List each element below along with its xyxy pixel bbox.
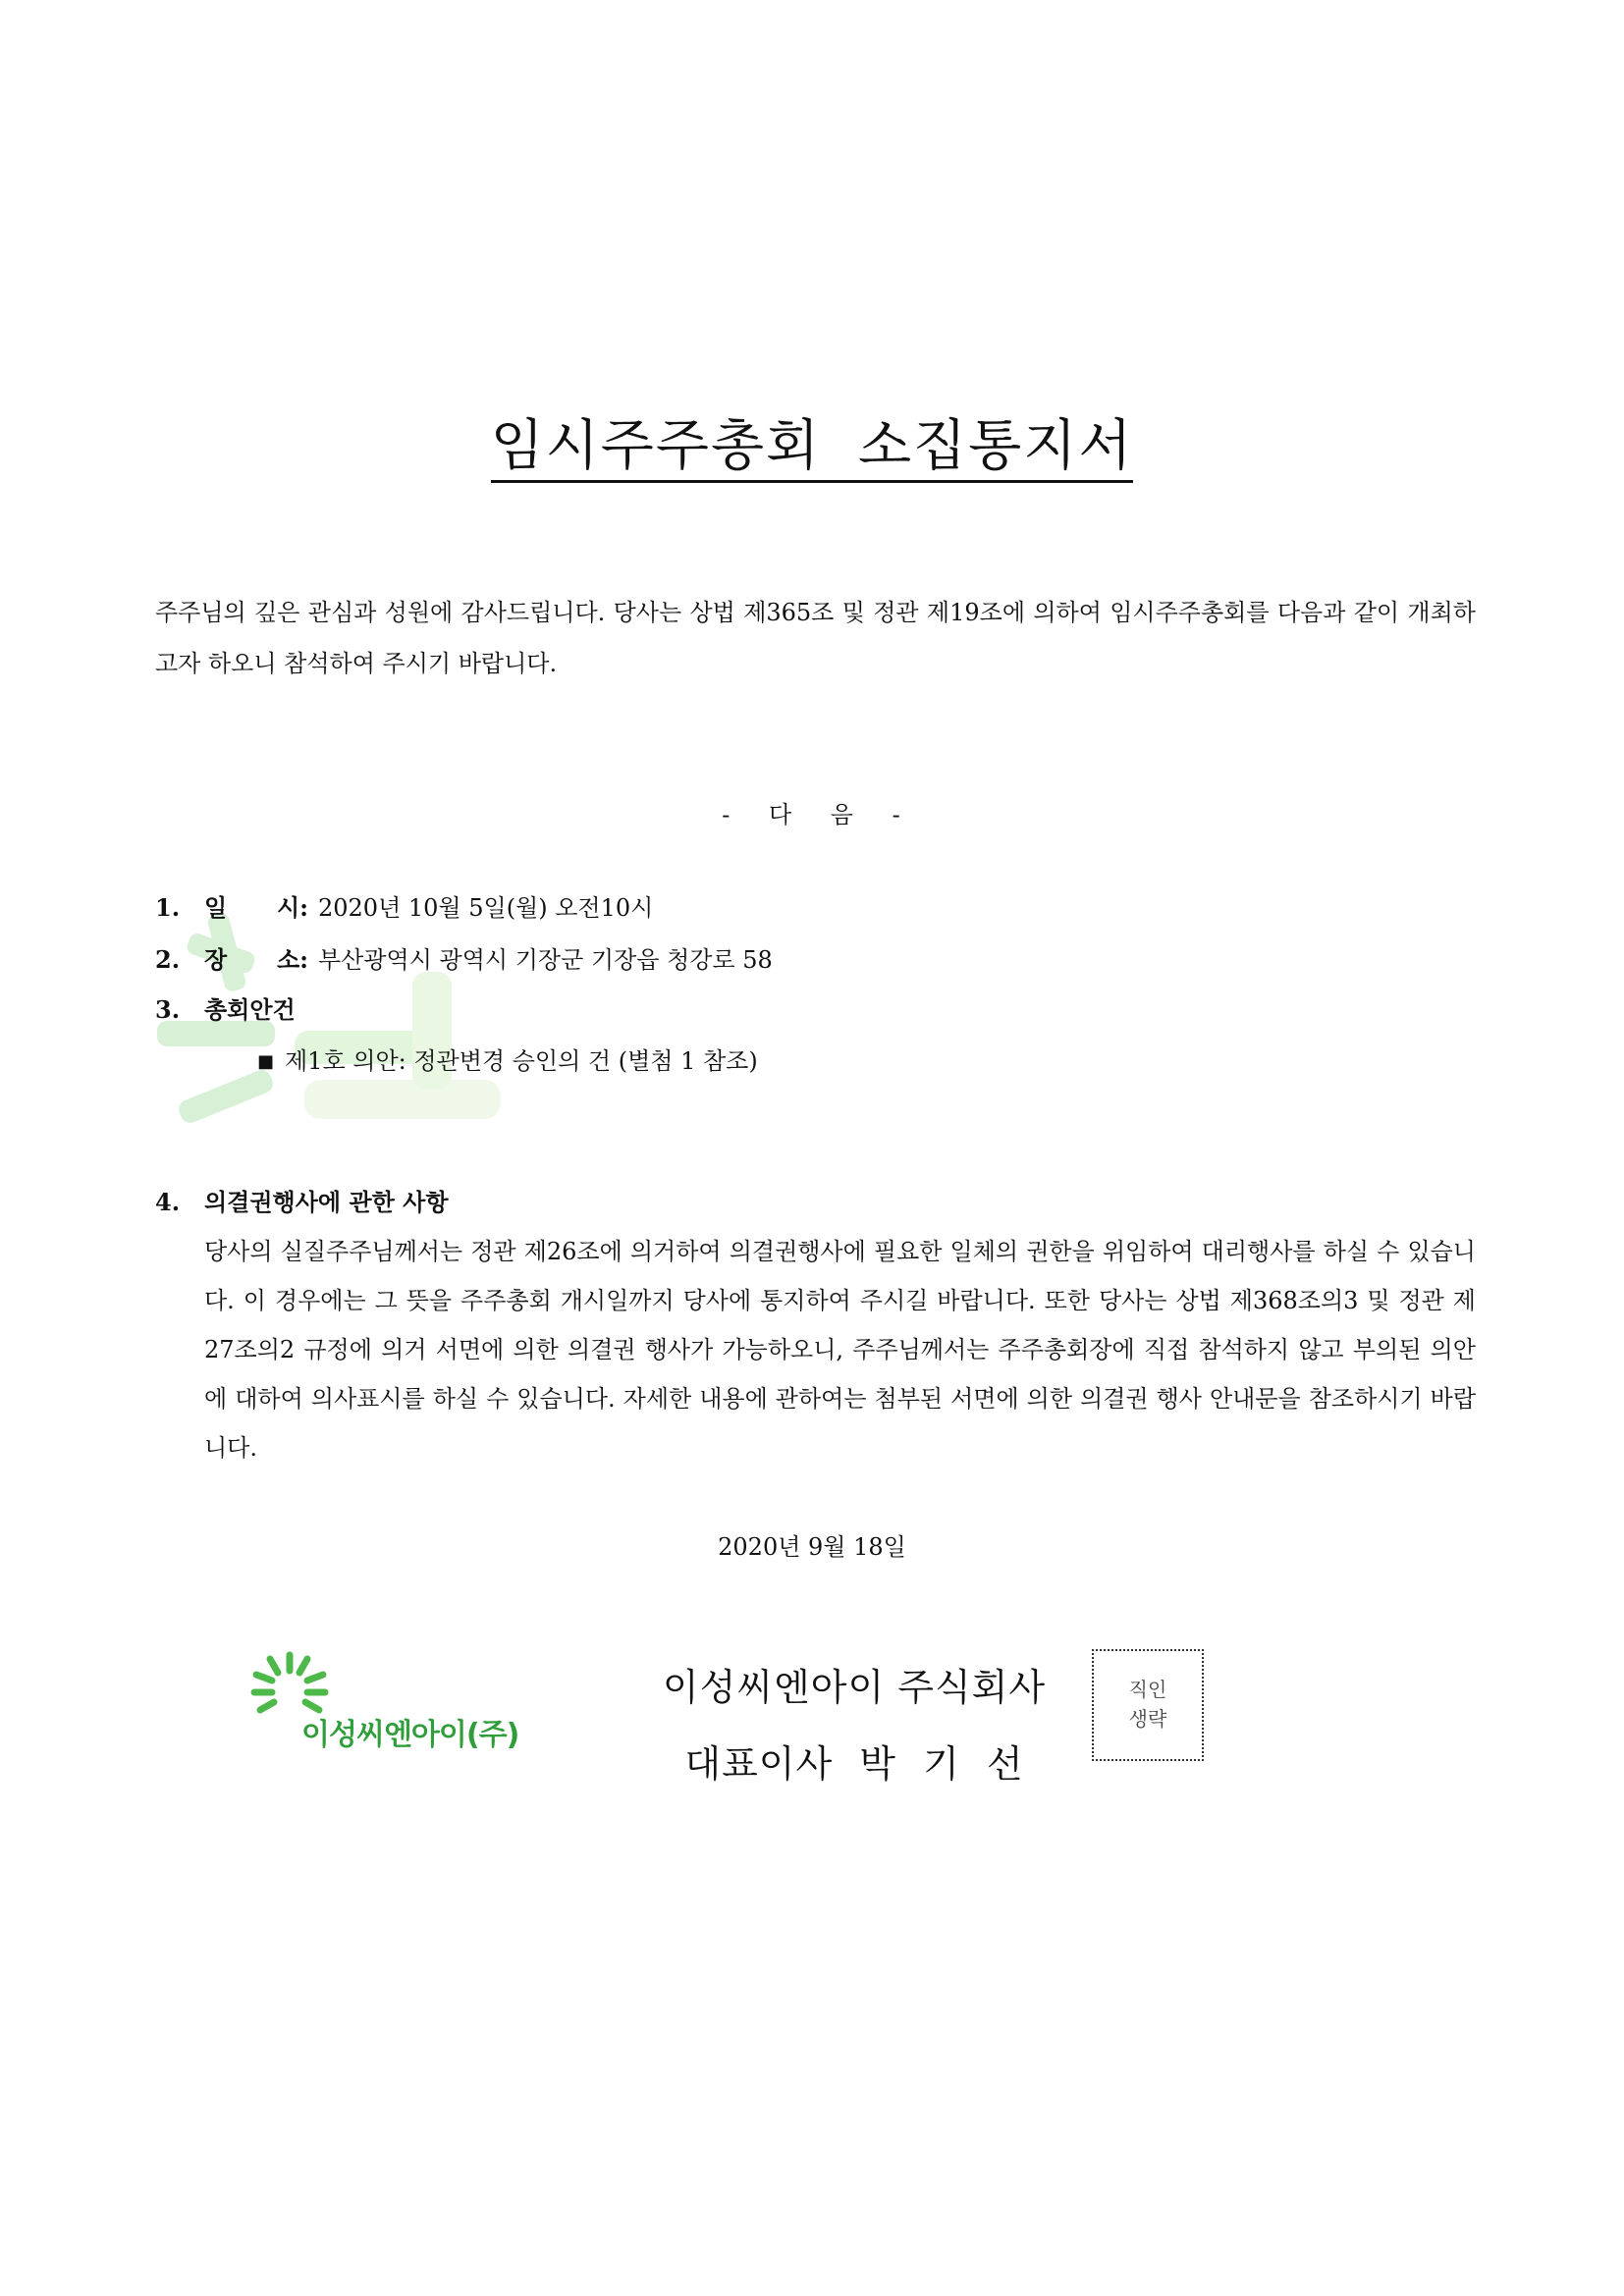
page-title: 임시주주총회 소집통지서 bbox=[0, 402, 1624, 481]
item-label: 총회안건 bbox=[204, 995, 296, 1024]
item-label: 일 시: bbox=[204, 893, 308, 922]
item-location bbox=[155, 935, 773, 985]
logo-text: 이성씨엔아이(주) bbox=[301, 1718, 519, 1752]
agenda-text: 제1호 의안: 정관변경 승인의 건 (별첨 1 참조) bbox=[285, 1047, 758, 1075]
agenda-item bbox=[257, 1037, 758, 1087]
item-datetime bbox=[155, 883, 653, 933]
item-label: 의결권행사에 관한 사항 bbox=[204, 1188, 449, 1216]
item-value: 부산광역시 광역시 기장군 기장읍 청강로 58 bbox=[318, 946, 773, 974]
seal-box bbox=[1092, 1649, 1204, 1761]
section-separator: - 다 음 - bbox=[722, 801, 902, 828]
item-agenda bbox=[155, 986, 296, 1035]
company-block bbox=[628, 1649, 1080, 1802]
voting-paragraph: 당사의 실질주주님께서는 정관 제26조에 의거하여 의결권행사에 필요한 일체의 권한을 위임하여 대리행사를 하실 수 있습니다. 이 경우에는 그 뜻을 주주총회 개시일까지 당사에 통지하여 주시길 바랍니다. 또한 당사는 상법 제368조의3 및 정관 제27조의2 규정에 의거 서면에 의한 의결권 행사가 가능하오니, 주주님께서는 주주총회장에 직접 참석하지 않고 부의된 의안에 대하여 의사표시를 하실 수 있습니다. 자세한 내용에 관하여는 첨부된 서면에 의한 의결권 행사 안내문을 참조하시기 바랍니다. bbox=[204, 1238, 1476, 1462]
item-number: 1. bbox=[155, 893, 181, 922]
company-name: 이성씨엔아이 주식회사 bbox=[662, 1666, 1047, 1709]
intro-paragraph: 주주님의 깊은 관심과 성원에 감사드립니다. 당사는 상법 제365조 및 정관 제19조에 의하여 임시주주총회를 다음과 같이 개최하고자 하오니 참석하여 주시기 바랍니다. bbox=[155, 599, 1476, 677]
seal-line-1: 직인 bbox=[1128, 1678, 1167, 1701]
item-number: 4. bbox=[155, 1188, 181, 1216]
item-number: 2. bbox=[155, 945, 181, 974]
item-label: 장 소: bbox=[204, 945, 308, 974]
item-value: 2020년 10월 5일(월) 오전10시 bbox=[318, 894, 654, 922]
company-logo bbox=[250, 1649, 545, 1757]
item-voting bbox=[155, 1178, 449, 1227]
ceo-name: 대표이사 박 기 선 bbox=[684, 1742, 1024, 1786]
seal-line-2: 생략 bbox=[1128, 1707, 1167, 1731]
square-bullet-icon: ■ bbox=[257, 1051, 275, 1072]
notice-date: 2020년 9월 18일 bbox=[718, 1533, 906, 1561]
item-number: 3. bbox=[155, 995, 181, 1024]
